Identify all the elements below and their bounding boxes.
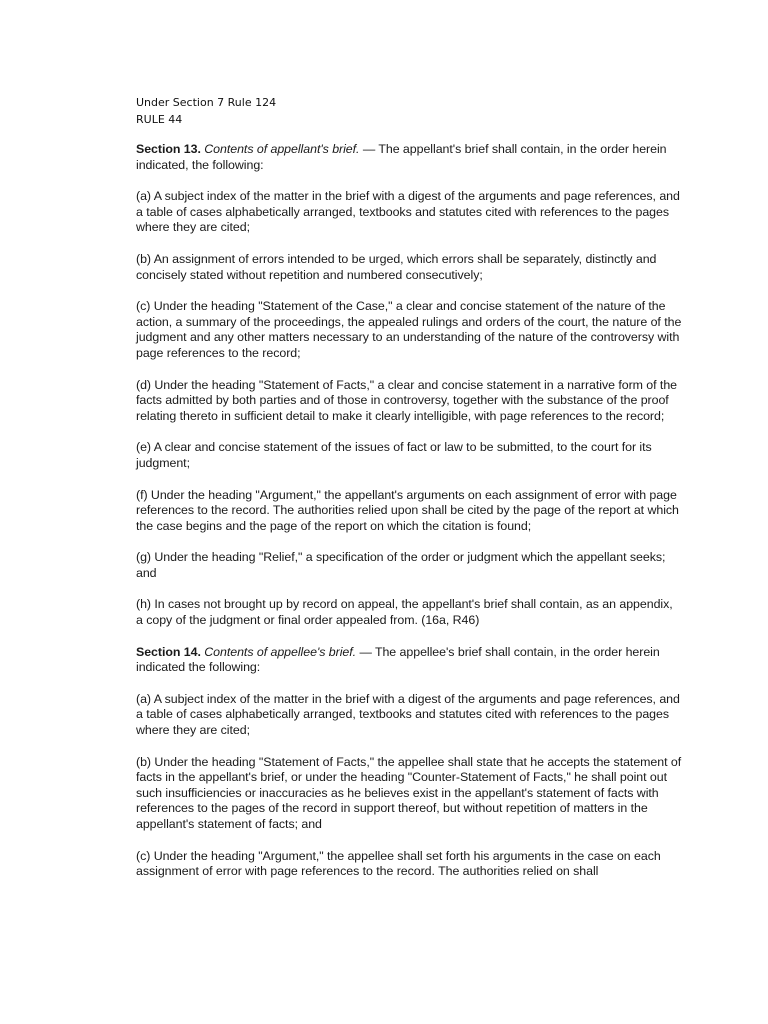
section-14-number: Section 14. <box>136 644 201 659</box>
document-heading <box>136 94 682 128</box>
section-14 <box>136 645 682 880</box>
section-13-item-d: (d) Under the heading "Statement of Facts," a clear and concise statement in a narrative form of the facts admitted by both parties and of those in controversy, together with the substance of the proof relating thereto in sufficient detail to make it clearly intelligible, with page references to the record; <box>136 377 678 423</box>
section-13-intro-text: — The appellant's brief shall contain, in the order herein indicated, the following: <box>136 142 667 172</box>
section-13-item-f: (f) Under the heading "Argument," the appellant's arguments on each assignment of error with page references to the record. The authorities relied upon shall be cited by the page of the report at which the case begins and the page of the report on which the citation is found; <box>136 487 679 533</box>
document-page <box>136 94 682 896</box>
section-13-item-a: (a) A subject index of the matter in the brief with a digest of the arguments and page references, and a table of cases alphabetically arranged, textbooks and statutes cited with references to the pages where they are cited; <box>136 189 680 235</box>
section-13 <box>136 142 682 629</box>
section-13-item-b: (b) An assignment of errors intended to be urged, which errors shall be separately, distinctly and concisely stated without repetition and numbered consecutively; <box>136 251 657 282</box>
section-14-item-b: (b) Under the heading "Statement of Facts," the appellee shall state that he accepts the statement of facts in the appellant's brief, or under the heading "Counter-Statement of Facts," he shall point out such insufficiencies or inaccuracies as he believes exist in the appellant's statement of facts with references to the pages of the record in support thereof, but without repetition of matters in the appellant's statement of facts; and <box>136 754 682 831</box>
section-13-number: Section 13. <box>136 142 201 156</box>
section-13-intro <box>136 142 682 173</box>
section-13-item-h: (h) In cases not brought up by record on appeal, the appellant's brief shall contain, as an appendix, a copy of the judgment or final order appealed from. (16a, R46) <box>136 597 673 628</box>
section-14-intro <box>136 645 682 676</box>
section-14-item-a: (a) A subject index of the matter in the brief with a digest of the arguments and page references, and a table of cases alphabetically arranged, textbooks and statutes cited with references to the pages where they are cited; <box>136 691 680 738</box>
heading-rule-number: RULE 44 <box>136 113 183 126</box>
section-14-title: Contents of appellee's brief. <box>204 644 357 659</box>
section-14-intro-text: — The appellee's brief shall contain, in the order herein indicated the following: <box>136 644 660 675</box>
heading-section-rule: Under Section 7 Rule 124 <box>136 96 277 109</box>
section-13-item-c: (c) Under the heading "Statement of the Case," a clear and concise statement of the nature of the action, a summary of the proceedings, the appealed rulings and orders of the court, the nature of the judgment and any other matters necessary to an understanding of the nature of the controversy with page references to the record; <box>136 299 682 360</box>
section-13-item-g: (g) Under the heading "Relief," a specification of the order or judgment which the appellant seeks; and <box>136 550 666 580</box>
section-14-item-c: (c) Under the heading "Argument," the appellee shall set forth his arguments in the case on each assignment of error with page references to the record. The authorities relied on shall <box>136 848 661 879</box>
section-13-item-e: (e) A clear and concise statement of the issues of fact or law to be submitted, to the court for its judgment; <box>136 440 652 470</box>
section-13-title: Contents of appellant's brief. <box>204 142 360 156</box>
